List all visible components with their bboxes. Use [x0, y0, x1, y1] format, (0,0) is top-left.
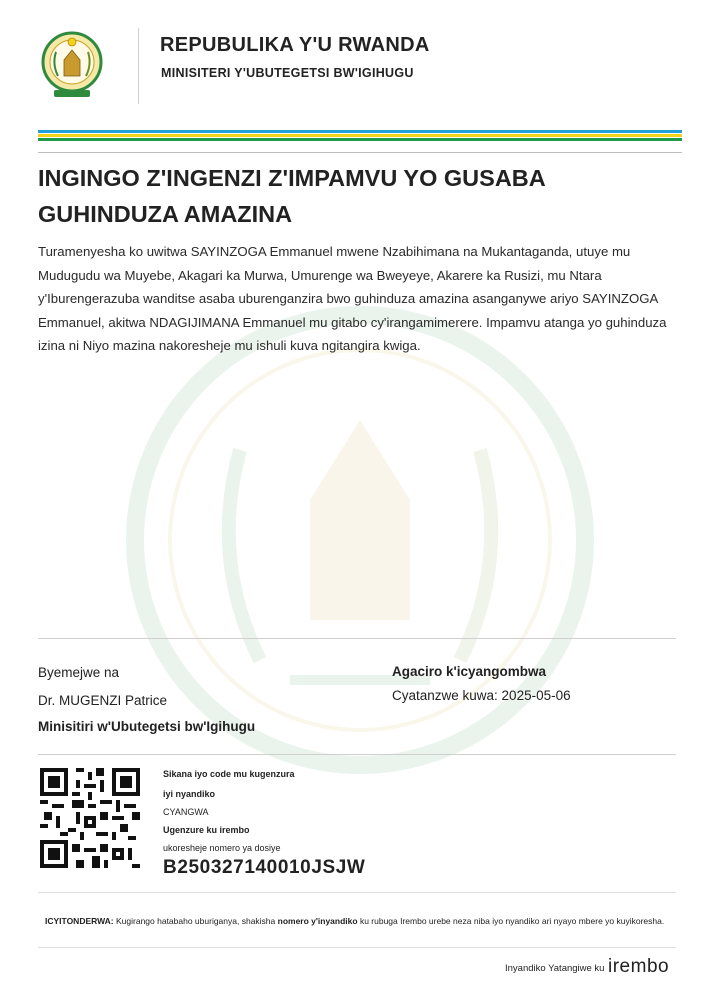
approver-title: Minisitiri w'Ubutegetsi bw'Igihugu	[38, 719, 256, 734]
qr-code-icon[interactable]	[40, 768, 140, 868]
warning-label: ICYITONDERWA:	[45, 916, 114, 926]
or-separator: CYANGWA	[163, 807, 209, 817]
issued-on-label: Inyandiko Yatangiwe ku	[505, 963, 605, 974]
scan-instruction-line2: iyi nyandiko	[163, 789, 216, 799]
irembo-logo[interactable]: irembo	[608, 956, 670, 977]
flag-stripe-green	[38, 138, 682, 141]
emblem-watermark-icon	[120, 300, 600, 780]
file-number: B250327140010JSJW	[163, 857, 366, 878]
ministry-name: MINISITERI Y'UBUTEGETSI BW'IGIHUGU	[161, 66, 414, 80]
section-divider	[38, 638, 676, 639]
document-title: INGINGO Z'INGENZI Z'IMPAMVU YO GUSABA GUHINDUZA AMAZINA	[38, 165, 545, 227]
section-divider-3	[38, 892, 676, 893]
warning-emphasis: nomero y'inyandiko	[277, 916, 358, 926]
flag-stripe-blue	[38, 130, 682, 133]
issue-date: Cyatanzwe kuwa: 2025-05-06	[392, 688, 571, 703]
warning-text-before: Kugirango hatabaho uburiganya, shakisha	[113, 916, 278, 926]
title-divider	[38, 152, 682, 153]
using-file-number-label: ukoresheje nomero ya dosiye	[163, 843, 281, 853]
document-value-label: Agaciro k'icyangombwa	[392, 664, 547, 679]
flag-stripe-yellow	[38, 134, 682, 137]
republic-name: REPUBULIKA Y'U RWANDA	[160, 34, 430, 56]
verify-on-irembo: Ugenzure ku irembo	[163, 825, 250, 835]
warning-text-after: ku rubuga Irembo urebe neza niba iyo nyandiko ari nyayo mbere yo kuyikoresha.	[357, 916, 665, 926]
warning-note	[45, 913, 675, 929]
section-divider-2	[38, 754, 676, 755]
scan-instruction-line1: Sikana iyo code mu kugenzura	[163, 769, 295, 779]
approved-by-label: Byemejwe na	[38, 665, 120, 680]
footer-divider	[38, 947, 676, 948]
header-divider	[138, 28, 139, 104]
rwanda-emblem-icon	[40, 30, 104, 102]
approver-name: Dr. MUGENZI Patrice	[38, 693, 168, 708]
document-body: Turamenyesha ko uwitwa SAYINZOGA Emmanuel mwene Nzabihimana na Mukantaganda, utuye mu Mudugudu wa Muyebe, Akagari ka Murwa, Umurenge wa Bweyeye, Akarere ka Rusizi, mu Ntara y'Iburengerazuba wanditse asaba uburenganzira bwo guhinduza amazina asanganywe ariyo SAYINZOGA Emmanuel, akitwa NDAGIJIMANA Emmanuel mu gitabo cy'irangamimerere. Impamvu atanga yo guhinduza izina ni Niyo mazina nakoresheje mu ishuli kuva ngitangira kwiga.	[38, 244, 667, 353]
